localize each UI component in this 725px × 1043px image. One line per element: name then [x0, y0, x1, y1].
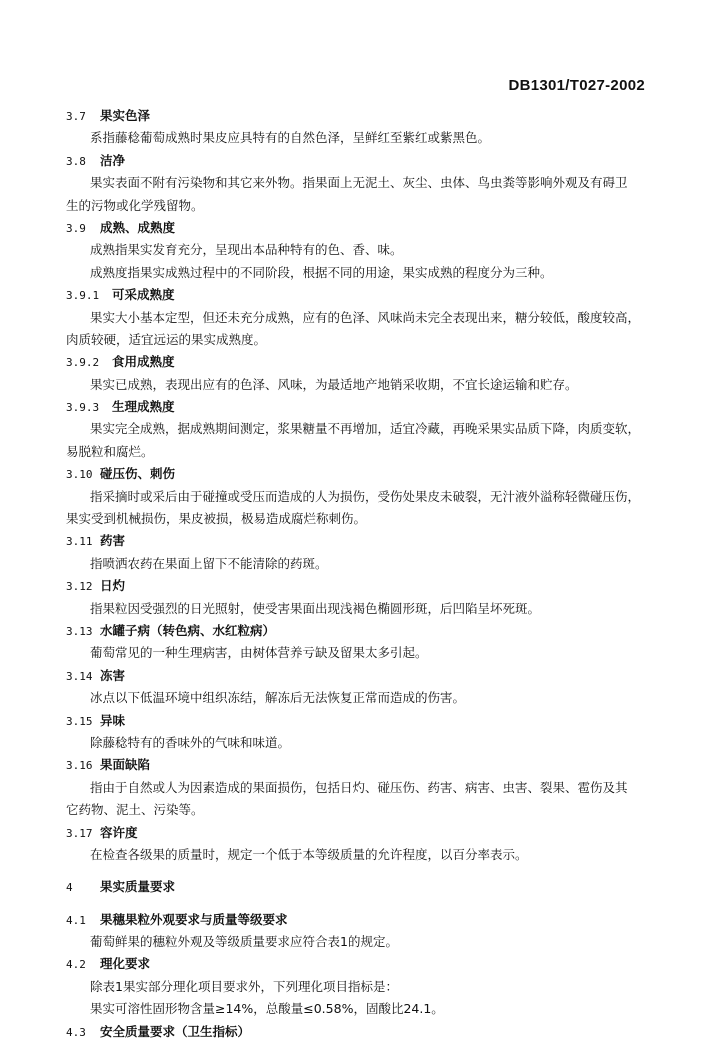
document-body [66, 105, 666, 1043]
section-heading [66, 665, 666, 687]
paragraph-continuation [66, 799, 666, 821]
section-number: 3.12 [66, 580, 93, 594]
section-heading [66, 822, 666, 844]
section-title: 冻害 [100, 667, 126, 683]
section-title: 生理成熟度 [112, 399, 175, 415]
body-text: 生的污物或化学残留物。 [66, 197, 204, 213]
section-heading [66, 351, 666, 373]
section-title: 食用成熟度 [112, 354, 175, 370]
paragraph-continuation [66, 508, 666, 530]
paragraph-line [66, 844, 666, 866]
body-text: 在检查各级果的质量时，规定一个低于本等级质量的允许程度，以百分率表示。 [90, 846, 528, 862]
body-text: 果实完全成熟，据成熟期间测定，浆果糖量不再增加，适宜冷藏，再晚采果实品质下降，肉质变软， [90, 421, 641, 437]
body-text: 葡萄鲜果的穗粒外观及等级质量要求应符合表1的规定。 [90, 934, 398, 950]
section-heading [66, 105, 666, 127]
body-text: 除表1果实部分理化项目要求外，下列理化项目指标是： [90, 978, 398, 994]
paragraph-line [66, 598, 666, 620]
body-text: 葡萄常见的一种生理病害，由树体营养亏缺及留果太多引起。 [90, 645, 428, 661]
section-number: 3.8 [66, 154, 86, 168]
section-number: 3.11 [66, 535, 93, 549]
body-text: 果实可溶性固形物含量≥14%，总酸量≤0.58%，固酸比24.1。 [90, 1001, 444, 1017]
body-text: 它药物、泥土、污染等。 [66, 802, 204, 818]
paragraph-continuation [66, 441, 666, 463]
section-title: 水罐子病（转色病、水红粒病） [100, 622, 276, 638]
paragraph-line [66, 998, 666, 1020]
section-number: 3.13 [66, 624, 93, 638]
paragraph-line [66, 553, 666, 575]
section-heading [66, 284, 666, 306]
section-title: 药害 [100, 533, 126, 549]
section-number: 3.9 [66, 221, 86, 235]
paragraph-continuation [66, 195, 666, 217]
body-text: 肉质较硬，适宜远运的果实成熟度。 [66, 331, 267, 347]
paragraph-line [66, 172, 666, 194]
body-text: 除藤稔特有的香味外的气味和味道。 [90, 734, 291, 750]
section-title: 可采成熟度 [112, 287, 175, 303]
paragraph-line [66, 976, 666, 998]
section-title: 洁净 [100, 152, 126, 168]
section-heading [66, 909, 666, 931]
paragraph-line [66, 931, 666, 953]
section-title: 果面缺陷 [100, 757, 151, 773]
section-gap [66, 866, 666, 876]
paragraph-line [66, 127, 666, 149]
section-title: 果穗果粒外观要求与质量等级要求 [100, 911, 288, 927]
section-gap [66, 899, 666, 909]
paragraph-line [66, 486, 666, 508]
body-text: 系指藤稔葡萄成熟时果皮应具特有的自然色泽，呈鲜红至紫红或紫黑色。 [90, 130, 491, 146]
section-number: 4.3 [66, 1025, 86, 1039]
section-number: 3.9.2 [66, 356, 100, 370]
paragraph-line [66, 687, 666, 709]
section-title: 异味 [100, 712, 126, 728]
section-number: 3.14 [66, 669, 93, 683]
section-number: 3.16 [66, 759, 93, 773]
section-number: 3.7 [66, 110, 86, 123]
body-text: 易脱粒和腐烂。 [66, 443, 154, 459]
section-number: 4.1 [66, 913, 86, 927]
body-text: 指果粒因受强烈的日光照射，使受害果面出现浅褐色椭圆形斑，后凹陷呈坏死斑。 [90, 600, 541, 616]
section-heading [66, 575, 666, 597]
section-heading [66, 217, 666, 239]
section-title: 理化要求 [100, 956, 151, 972]
body-text: 成熟度指果实成熟过程中的不同阶段，根据不同的用途，果实成熟的程度分为三种。 [90, 264, 553, 280]
section-heading [66, 754, 666, 776]
body-text: 果实表面不附有污染物和其它来外物。指果面上无泥土、灰尘、虫体、鸟虫粪等影响外观及有碍卫 [90, 175, 628, 191]
body-text: 果实受到机械损伤，果皮被损，极易造成腐烂称刺伤。 [66, 511, 367, 527]
paragraph-line [66, 418, 666, 440]
document-id: DB1301/T027-2002 [508, 77, 645, 94]
section-heading [66, 876, 666, 898]
section-heading [66, 463, 666, 485]
body-text: 冰点以下低温环境中组织冻结，解冻后无法恢复正常而造成的伤害。 [90, 690, 466, 706]
paragraph-line [66, 262, 666, 284]
section-title: 果实色泽 [100, 108, 151, 123]
body-text: 果实已成熟，表现出应有的色泽、风味，为最适地产地销采收期，不宜长途运输和贮存。 [90, 376, 578, 392]
section-number: 3.9.3 [66, 401, 100, 415]
section-number: 3.15 [66, 714, 93, 728]
paragraph-line [66, 374, 666, 396]
section-title: 容许度 [100, 824, 138, 840]
paragraph-line [66, 307, 666, 329]
section-number: 3.17 [66, 826, 93, 840]
section-heading [66, 953, 666, 975]
section-title: 安全质量要求（卫生指标） [100, 1023, 251, 1039]
section-heading [66, 710, 666, 732]
paragraph-line [66, 239, 666, 261]
section-number: 3.9.1 [66, 289, 100, 303]
section-heading [66, 620, 666, 642]
section-number: 4.2 [66, 958, 86, 972]
section-title: 日灼 [100, 578, 126, 594]
paragraph-line [66, 777, 666, 799]
section-heading [66, 396, 666, 418]
section-number: 4 [66, 881, 73, 895]
body-text: 果实大小基本定型，但还未充分成熟，应有的色泽、风味尚未完全表现出来，糖分较低，酸度较高， [90, 309, 641, 325]
section-heading [66, 530, 666, 552]
body-text: 指采摘时或采后由于碰撞或受压而造成的人为损伤，受伤处果皮未破裂，无汁液外溢称轻微碰压伤， [90, 488, 641, 504]
paragraph-line [66, 642, 666, 664]
body-text: 指由于自然或人为因素造成的果面损伤，包括日灼、碰压伤、药害、病害、虫害、裂果、雹伤及其 [90, 779, 628, 795]
body-text: 成熟指果实发育充分，呈现出本品种特有的色、香、味。 [90, 242, 403, 258]
section-heading [66, 150, 666, 172]
section-title: 碰压伤、刺伤 [100, 466, 176, 482]
section-number: 3.10 [66, 468, 93, 482]
section-title: 果实质量要求 [100, 879, 176, 895]
body-text: 指喷洒农药在果面上留下不能清除的药斑。 [90, 555, 328, 571]
paragraph-continuation [66, 329, 666, 351]
section-title: 成熟、成熟度 [100, 219, 176, 235]
paragraph-line [66, 732, 666, 754]
